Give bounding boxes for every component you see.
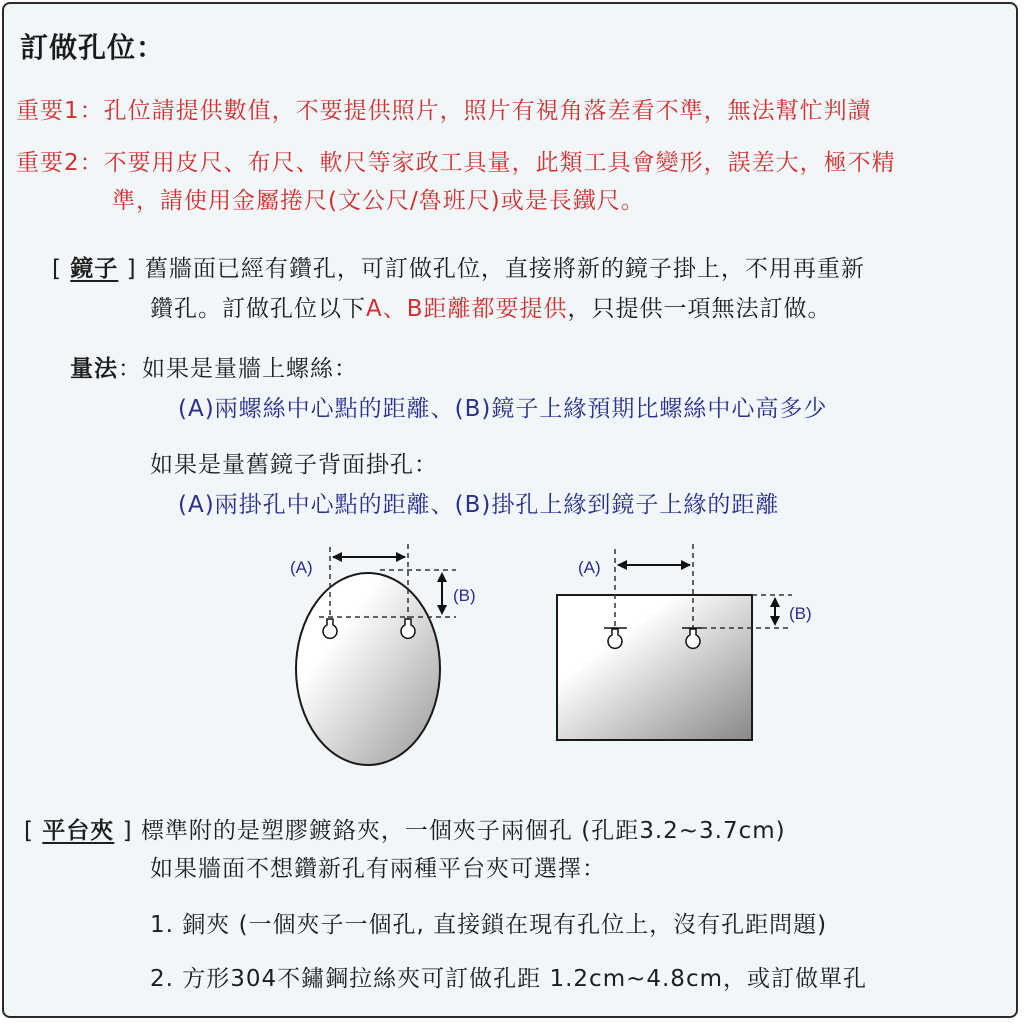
clip-text-line2: 如果牆面不想鑽新孔有兩種平台夾可選擇： [150, 856, 606, 882]
method-case1-detail: (A)兩螺絲中心點的距離、(B)鏡子上緣預期比螺絲中心高多少 [178, 396, 828, 422]
label-b: (B) [789, 604, 812, 623]
clip-text-line1: 標準附的是塑膠鍍鉻夾，一個夾子兩個孔 (孔距3.2~3.7cm) [140, 818, 786, 844]
clip-option-2: 2. 方形304不鏽鋼拉絲夾可訂做孔距 1.2cm~4.8cm，或訂做單孔 [150, 966, 867, 992]
page-title: 訂做孔位： [20, 31, 166, 64]
mirror-text-pre: 鑽孔。訂做孔位以下 [150, 296, 366, 322]
clip-section-line1 [24, 812, 786, 845]
mirror-section-line1 [52, 250, 865, 283]
important-1-text: 孔位請提供數值，不要提供照片，照片有視角落差看不準，無法幫忙判讀 [103, 98, 872, 124]
mirror-text-highlight: A、B距離都要提供 [366, 296, 568, 322]
oval-mirror-diagram [274, 539, 494, 779]
method-case1-title: 如果是量牆上螺絲： [142, 356, 358, 382]
important-2-label: 重要2： [16, 150, 104, 176]
label-a: (A) [290, 558, 313, 577]
mirror-text-post: ，只提供一項無法訂做。 [567, 296, 832, 322]
clip-bracket-close: ] [122, 818, 133, 844]
mirror-bracket-open: [ [52, 256, 62, 282]
mirror-bracket-close: ] [126, 256, 137, 282]
method-case2-detail: (A)兩掛孔中心點的距離、(B)掛孔上緣到鏡子上緣的距離 [178, 492, 780, 518]
clip-option-1: 1. 銅夾 (一個夾子一個孔, 直接鎖在現有孔位上，沒有孔距問題) [150, 912, 828, 938]
instruction-panel [2, 2, 1018, 1018]
oval-mirror-shape [296, 573, 440, 765]
mirror-text-line1: 舊牆面已經有鑽孔，可訂做孔位，直接將新的鏡子掛上，不用再重新 [144, 256, 865, 282]
method-case2-title: 如果是量舊鏡子背面掛孔： [150, 452, 438, 478]
rect-mirror-diagram [544, 539, 824, 759]
important-2-text-line1: 不要用皮尺、布尺、軟尺等家政工具量，此類工具會變形，誤差大，極不精 [103, 150, 896, 176]
important-note-2 [16, 144, 896, 177]
important-note-1 [16, 92, 872, 125]
rect-mirror-shape [557, 595, 752, 740]
clip-tag: 平台夾 [42, 818, 115, 844]
important-2-text-line2: 準，請使用金屬捲尺(文公尺/魯班尺)或是長鐵尺。 [112, 188, 645, 214]
method-colon: ： [118, 356, 142, 382]
label-a: (A) [578, 558, 601, 577]
important-1-label: 重要1： [16, 98, 104, 124]
mirror-section-line2 [150, 290, 832, 323]
label-b: (B) [453, 586, 476, 605]
mirror-tag: 鏡子 [70, 256, 119, 282]
method-case1-title-row [70, 350, 358, 383]
method-label: 量法 [70, 356, 118, 382]
clip-bracket-open: [ [24, 818, 34, 844]
